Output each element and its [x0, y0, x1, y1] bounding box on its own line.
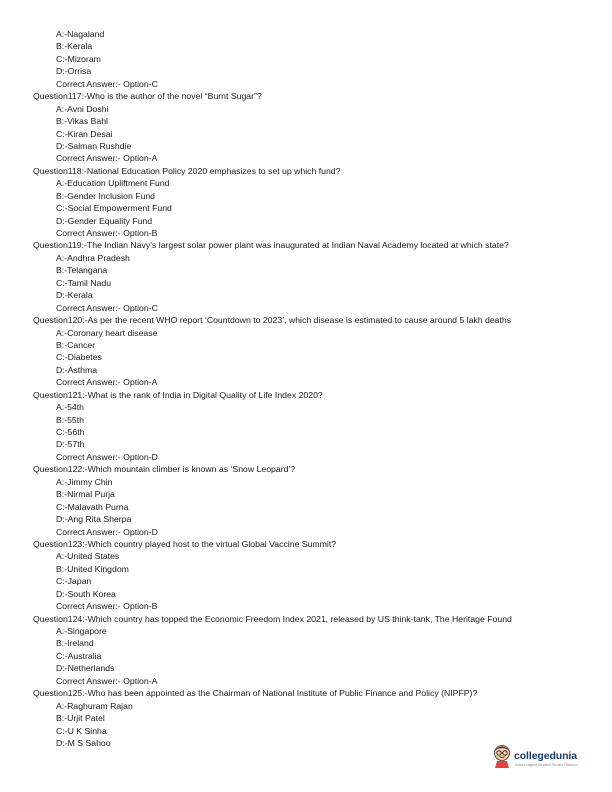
answer-option: A:-54th: [56, 402, 85, 413]
question-list: [0, 28, 612, 749]
answer-option: A:-Nagaland: [56, 29, 105, 39]
answer-option: A:-Coronary heart disease: [56, 327, 158, 338]
answer-option: C:-Kiran Desai: [56, 128, 113, 139]
correct-answer: Correct Answer:- Option-A: [56, 153, 158, 164]
correct-answer: Correct Answer:- Option-C: [56, 302, 158, 313]
answer-option: B:-Kerala: [56, 41, 93, 52]
question-text: Question120:-As per the recent WHO report ‘Countdown to 2023’, which disease is estimated to cause around 5 lakh deaths: [33, 315, 512, 326]
answer-option: C:-U K Sinha: [56, 725, 107, 736]
answer-option: A:-Andhra Pradesh: [56, 252, 130, 263]
question-text: Question122:-Which mountain climber is known as ‘Snow Leopard’?: [33, 464, 296, 475]
mascot-icon: [492, 744, 512, 768]
answer-option: D:-Salman Rushdie: [56, 140, 132, 151]
answer-option: A:-Education Upliftment Fund: [56, 178, 170, 189]
question-text: Question117:-Who is the author of the novel “Burnt Sugar”?: [33, 91, 262, 102]
answer-option: D:-South Korea: [56, 588, 116, 599]
answer-option: D:-Asthma: [56, 364, 98, 375]
answer-option: B:-Gender Inclusion Fund: [56, 190, 155, 201]
answer-option: B:-United Kingdom: [56, 563, 129, 574]
correct-answer: Correct Answer:- Option-A: [56, 377, 158, 388]
answer-option: B:-55th: [56, 414, 85, 425]
correct-answer: Correct Answer:- Option-D: [56, 451, 158, 462]
answer-option: C:-56th: [56, 427, 85, 437]
answer-option: B:-Cancer: [56, 339, 96, 350]
answer-option: B:-Nirmal Purja: [56, 489, 115, 500]
answer-option: D:-Gender Equality Fund: [56, 215, 153, 226]
answer-option: C:-Diabetes: [56, 352, 102, 363]
answer-option: A:-Singapore: [56, 626, 107, 636]
answer-option: D:-M S Sahoo: [56, 737, 111, 748]
answer-option: C:-Tamil Nadu: [56, 277, 112, 288]
question-text: Question125:-Who has been appointed as the Chairman of National Institute of Public Finance and Policy (NIPFP)?: [33, 688, 478, 699]
answer-option: D:-57th: [56, 439, 85, 450]
answer-option: D:-Kerala: [56, 290, 93, 301]
answer-option: B:-Ireland: [56, 638, 94, 649]
answer-option: C:-Mizoram: [56, 53, 101, 64]
correct-answer: Correct Answer:- Option-A: [56, 675, 158, 686]
answer-option: A:-Raghuram Rajan: [56, 700, 133, 711]
answer-option: A:-United States: [56, 551, 120, 562]
answer-option: C:-Australia: [56, 650, 102, 661]
answer-option: D:-Netherlands: [56, 663, 115, 674]
answer-option: A:-Avni Doshi: [56, 103, 109, 114]
answer-option: B:-Telangana: [56, 265, 108, 276]
logo-name: collegedunia: [514, 750, 577, 762]
answer-option: D:-Orrisa: [56, 66, 92, 77]
question-text: Question123:-Which country played host to the virtual Global Vaccine Summit?: [33, 538, 337, 549]
question-text: Question119:-The Indian Navy’s largest solar power plant was inaugurated at Indian Naval Academy located at which state?: [33, 240, 509, 251]
logo-tagline: India's largest Student Review Platform: [515, 763, 578, 767]
question-text: Question118:-National Education Policy 2020 emphasizes to set up which fund?: [33, 165, 341, 176]
answer-option: C:-Malavath Purna: [56, 501, 129, 512]
correct-answer: Correct Answer:- Option-D: [56, 526, 158, 537]
correct-answer: Correct Answer:- Option-B: [56, 228, 158, 238]
question-text: Question124:-Which country has topped the Economic Freedom Index 2021, released by US think-tank, The Heritage Found: [33, 613, 512, 624]
collegedunia-logo: [492, 744, 602, 780]
correct-answer: Correct Answer:- Option-B: [56, 601, 158, 612]
answer-option: C:-Japan: [56, 576, 92, 587]
answer-option: A:-Jimmy Chin: [56, 476, 113, 487]
answer-option: B:-Urjit Patel: [56, 713, 105, 724]
answer-option: B:-Vikas Bahl: [56, 116, 108, 127]
answer-option: D:-Ang Rita Sherpa: [56, 514, 132, 525]
question-text: Question121:-What is the rank of India in Digital Quality of Life Index 2020?: [33, 389, 323, 400]
correct-answer: Correct Answer:- Option-C: [56, 78, 158, 89]
answer-option: C:-Social Empowerment Fund: [56, 203, 172, 214]
